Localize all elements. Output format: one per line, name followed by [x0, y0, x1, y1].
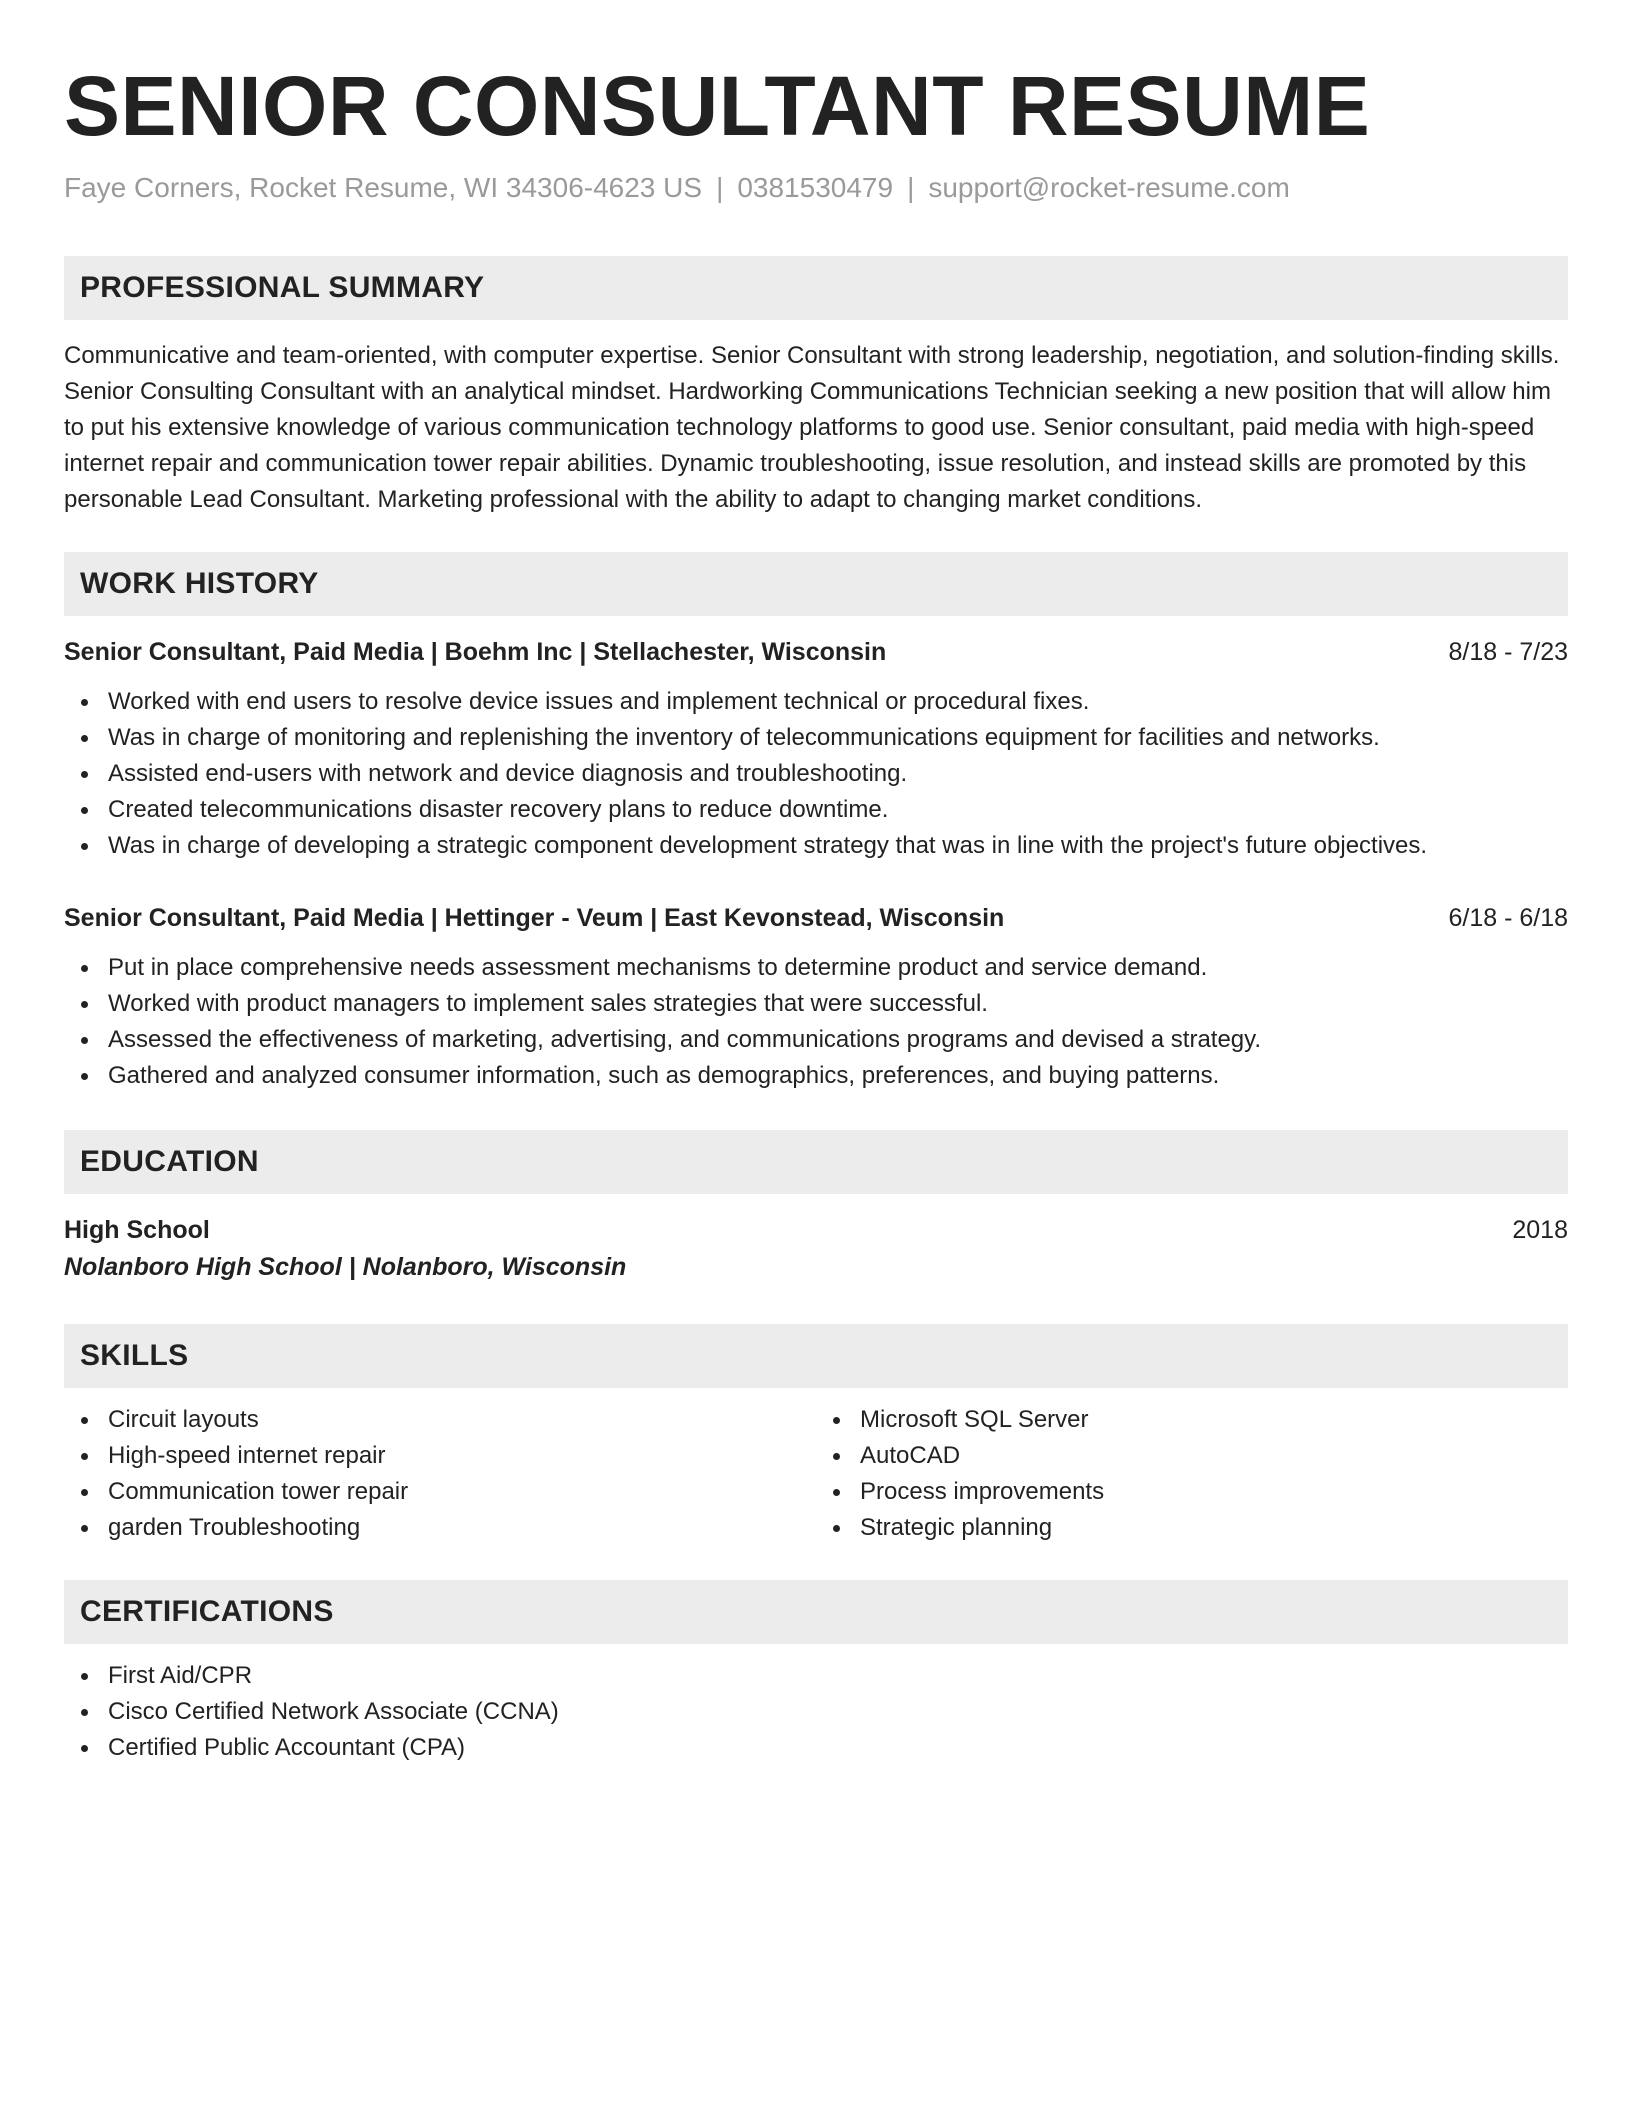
education-school: Nolanboro High School | Nolanboro, Wisconsin	[64, 1253, 627, 1281]
section-heading-summary: PROFESSIONAL SUMMARY	[64, 256, 1568, 320]
job-entry	[64, 900, 1568, 1094]
list-item: Assisted end-users with network and device diagnosis and troubleshooting.	[64, 756, 1568, 792]
list-item: Created telecommunications disaster recovery plans to reduce downtime.	[64, 792, 1568, 828]
education-degree: High School	[64, 1216, 210, 1244]
list-item: Gathered and analyzed consumer information, such as demographics, preferences, and buying patterns.	[64, 1058, 1568, 1094]
certifications-list	[64, 1658, 1568, 1766]
page-title: SENIOR CONSULTANT RESUME	[64, 59, 1371, 153]
list-item: Communication tower repair	[64, 1474, 816, 1510]
education-header	[64, 1212, 1568, 1248]
contact-email: support@rocket-resume.com	[928, 172, 1290, 203]
job-entry	[64, 634, 1568, 864]
section-heading-certifications: CERTIFICATIONS	[64, 1580, 1568, 1644]
summary-text: Communicative and team-oriented, with computer expertise. Senior Consultant with strong leadership, negotiation, and solution-finding skills. Senior Consulting Consultant with an analytical mindset. Hardworking Communications Technician seeking a new position that will allow him to put his extensive knowledge of various communication technology platforms to good use. Senior consultant, paid media with high-speed internet repair and communication tower repair abilities. Dynamic troubleshooting, issue resolution, and instead skills are promoted by this personable Lead Consultant. Marketing professional with the ability to adapt to changing market conditions.	[64, 342, 1560, 513]
list-item: Put in place comprehensive needs assessment mechanisms to determine product and service demand.	[64, 950, 1568, 986]
list-item: garden Troubleshooting	[64, 1510, 816, 1546]
list-item: Was in charge of developing a strategic component development strategy that was in line with the project's future objectives.	[64, 828, 1568, 864]
list-item: First Aid/CPR	[64, 1658, 1568, 1694]
education-year: 2018	[1512, 1216, 1568, 1244]
contact-separator: |	[907, 172, 915, 203]
education-entry	[64, 1212, 1568, 1286]
list-item: Assessed the effectiveness of marketing, advertising, and communications programs and devised a strategy.	[64, 1022, 1568, 1058]
job-header	[64, 900, 1568, 936]
list-item: AutoCAD	[816, 1438, 1568, 1474]
job-title: Senior Consultant, Paid Media | Hettinger - Veum | East Kevonstead, Wisconsin	[64, 904, 1005, 932]
job-header	[64, 634, 1568, 670]
skills-list-right	[816, 1402, 1568, 1546]
list-item: Microsoft SQL Server	[816, 1402, 1568, 1438]
skills-list-left	[64, 1402, 816, 1546]
list-item: High-speed internet repair	[64, 1438, 816, 1474]
list-item: Process improvements	[816, 1474, 1568, 1510]
job-title: Senior Consultant, Paid Media | Boehm Inc | Stellachester, Wisconsin	[64, 638, 887, 666]
contact-line	[64, 168, 1568, 208]
list-item: Worked with end users to resolve device issues and implement technical or procedural fixes.	[64, 684, 1568, 720]
skills-columns	[64, 1388, 1568, 1546]
section-heading-work-history: WORK HISTORY	[64, 552, 1568, 616]
list-item: Worked with product managers to implement sales strategies that were successful.	[64, 986, 1568, 1022]
list-item: Was in charge of monitoring and replenishing the inventory of telecommunications equipment for facilities and networks.	[64, 720, 1568, 756]
job-bullets	[64, 950, 1568, 1094]
contact-separator: |	[716, 172, 724, 203]
job-dates: 8/18 - 7/23	[1448, 638, 1568, 666]
job-bullets	[64, 684, 1568, 864]
list-item: Certified Public Accountant (CPA)	[64, 1730, 1568, 1766]
contact-phone: 0381530479	[737, 172, 894, 203]
section-heading-skills: SKILLS	[64, 1324, 1568, 1388]
list-item: Cisco Certified Network Associate (CCNA)	[64, 1694, 1568, 1730]
list-item: Strategic planning	[816, 1510, 1568, 1546]
section-heading-education: EDUCATION	[64, 1130, 1568, 1194]
job-dates: 6/18 - 6/18	[1448, 904, 1568, 932]
contact-address: Faye Corners, Rocket Resume, WI 34306-4623 US	[64, 172, 703, 203]
list-item: Circuit layouts	[64, 1402, 816, 1438]
